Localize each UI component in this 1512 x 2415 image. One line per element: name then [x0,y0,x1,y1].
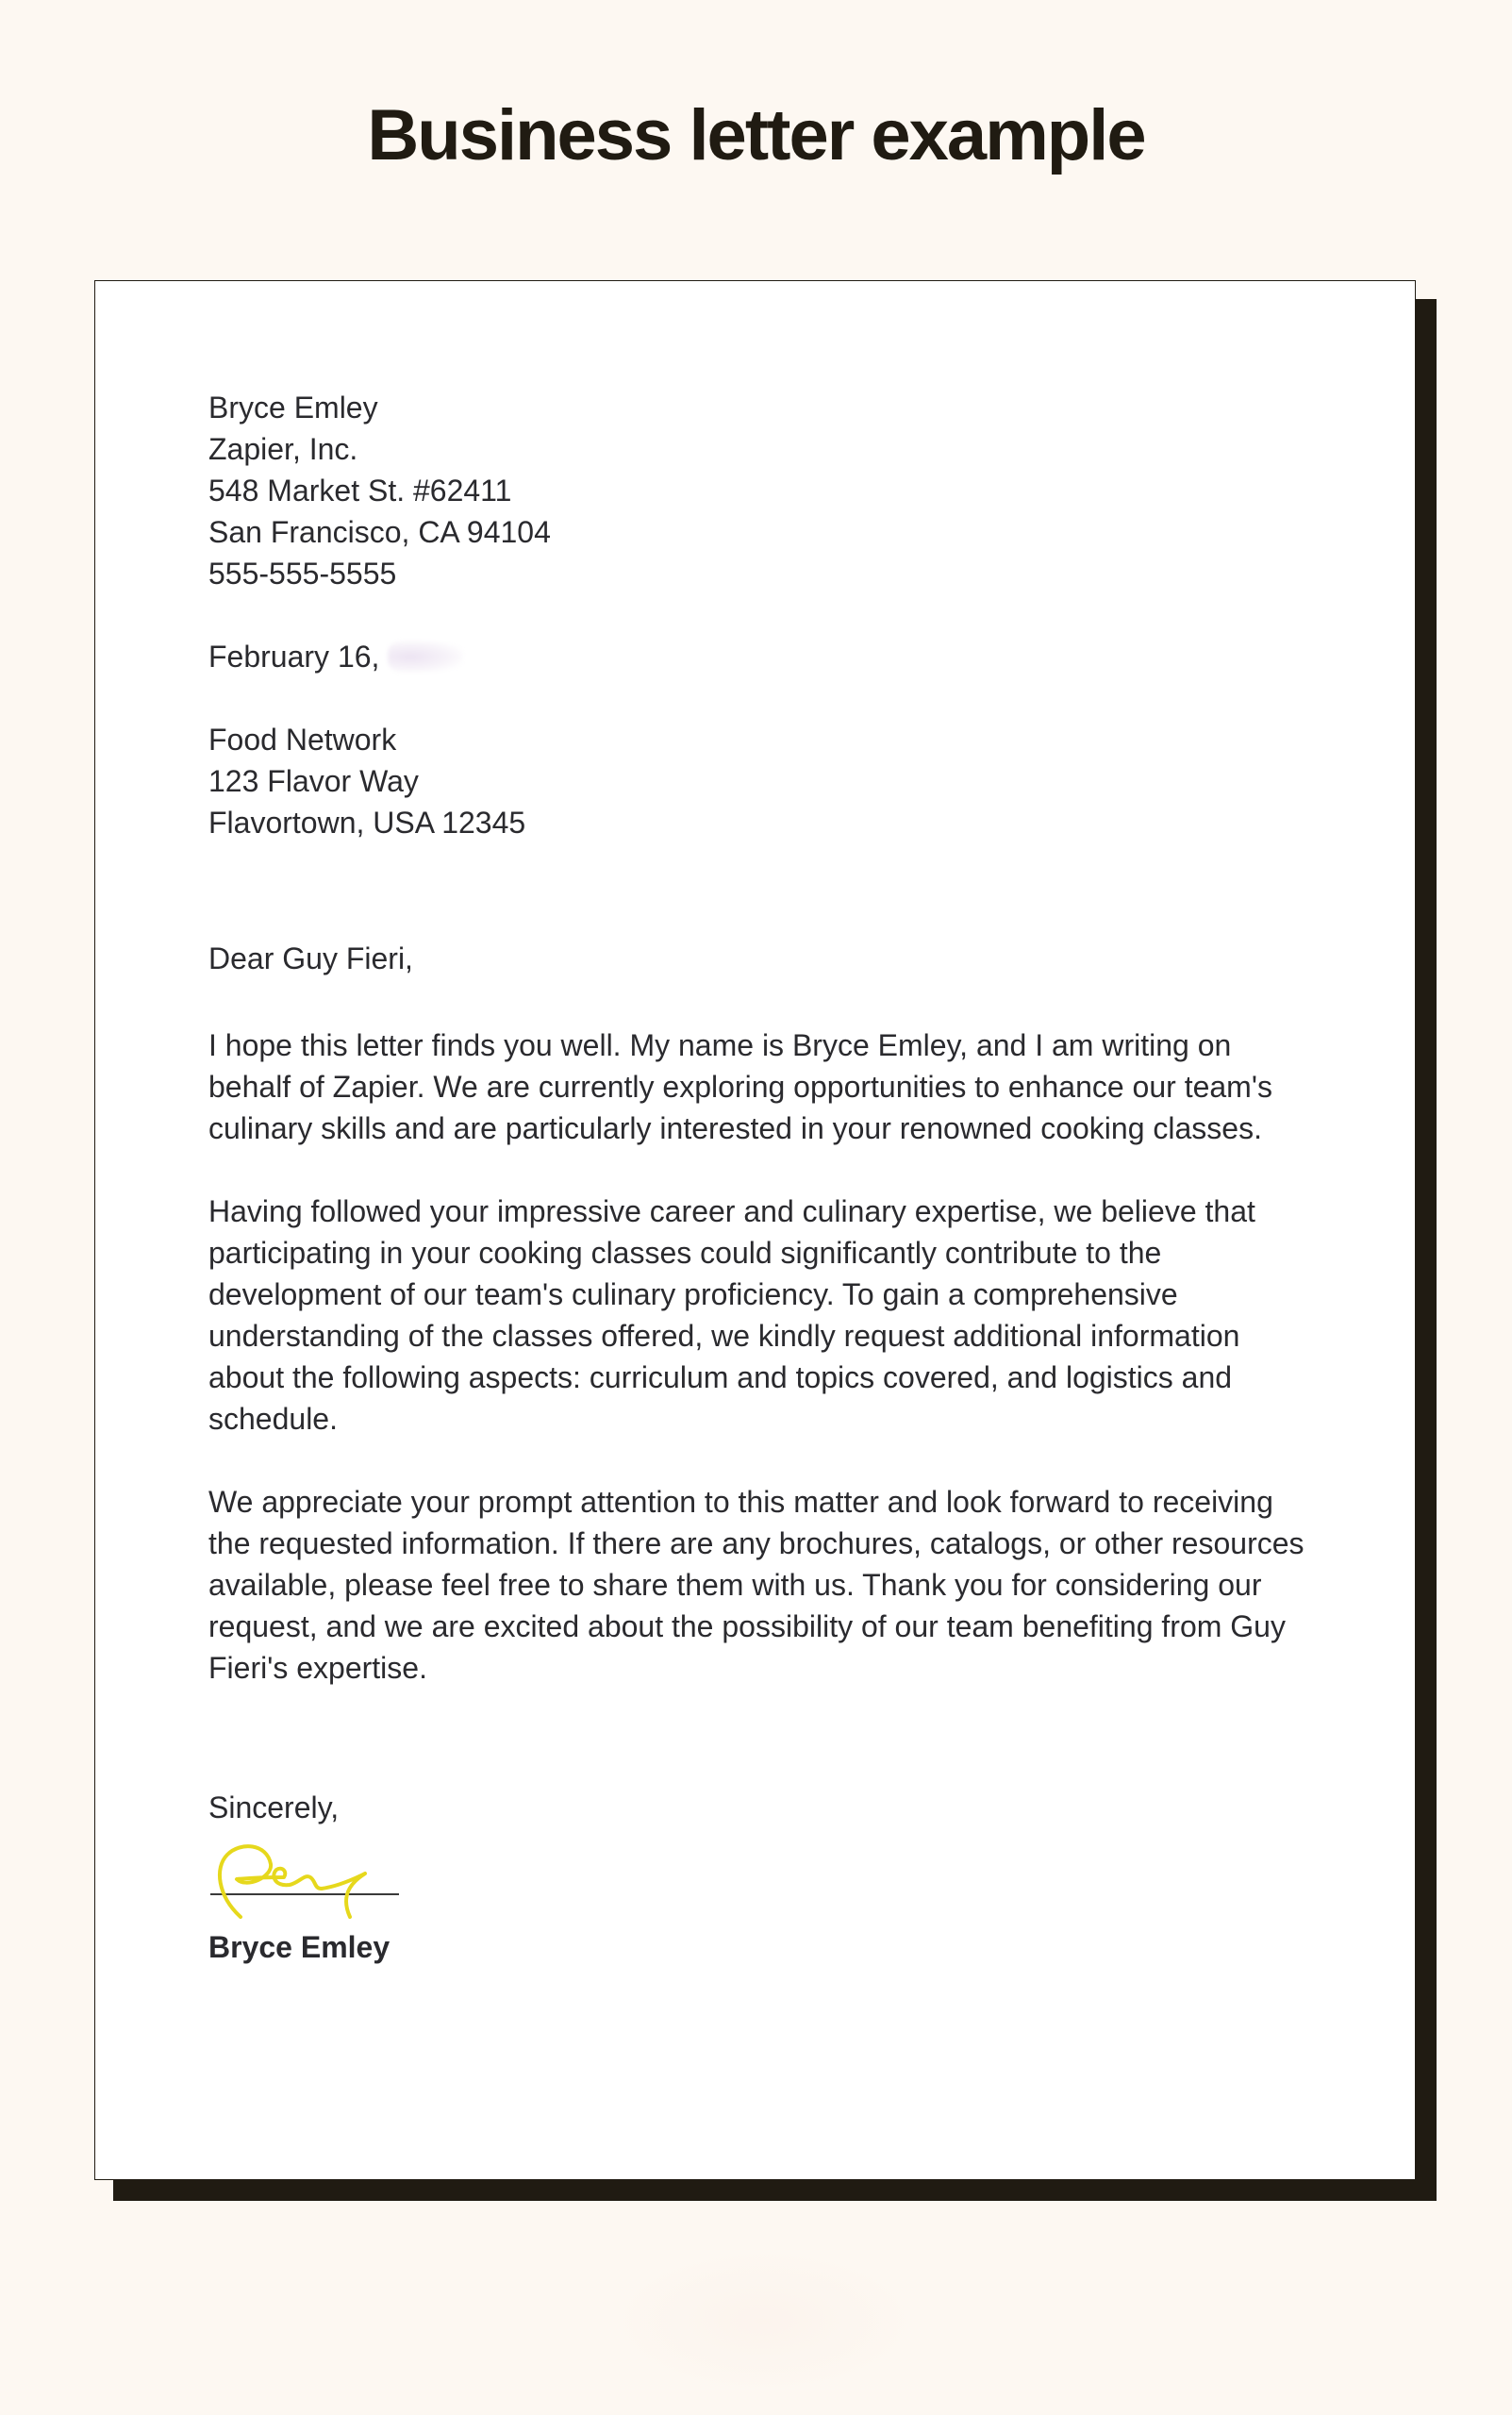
letter-card [94,280,1416,2180]
sender-phone: 555-555-5555 [208,557,397,591]
letter-content [208,387,1321,1968]
sender-city: San Francisco, CA 94104 [208,515,551,549]
body-paragraph: Having followed your impressive career and culinary expertise, we believe that participating in your cooking classes could significantly contribute to the development of our team's culinary proficiency. To gain a comprehensive understanding of the classes offered, we kindly request additional information about the following aspects: curriculum and topics covered, and logistics and schedule. [208,1194,1255,1436]
background-watermark [604,2245,924,2396]
body-paragraph: I hope this letter finds you well. My name is Bryce Emley, and I am writing on behalf of Zapier. We are currently exploring opportunities to enhance our team's culinary skills and are particularly interested in your renowned cooking classes. [208,1028,1272,1145]
salutation: Dear Guy Fieri, [208,941,413,975]
recipient-address [208,719,1321,843]
sender-address [208,387,1321,594]
sender-name: Bryce Emley [208,391,378,425]
recipient-street: 123 Flavor Way [208,764,419,798]
signature-block [208,1840,407,1926]
page-title: Business letter example [367,95,1145,175]
letter-date-row [208,636,1321,677]
recipient-city: Flavortown, USA 12345 [208,806,526,840]
letter-date: February 16, [208,640,380,674]
sender-street: 548 Market St. #62411 [208,474,512,508]
sender-company: Zapier, Inc. [208,432,358,466]
redacted-year [388,641,463,673]
body-paragraph: We appreciate your prompt attention to this matter and look forward to receiving the requested information. If there are any brochures, catalogs, or other resources available, please feel free to share them with us. Thank you for considering our request, and we are excited about the possibility of our team benefiting from Guy Fieri's expertise. [208,1485,1304,1685]
handwritten-signature-icon [208,1840,407,1926]
recipient-organization: Food Network [208,723,397,757]
signature-stroke [220,1846,365,1917]
signer-name: Bryce Emley [208,1930,390,1964]
closing: Sincerely, [208,1790,340,1824]
